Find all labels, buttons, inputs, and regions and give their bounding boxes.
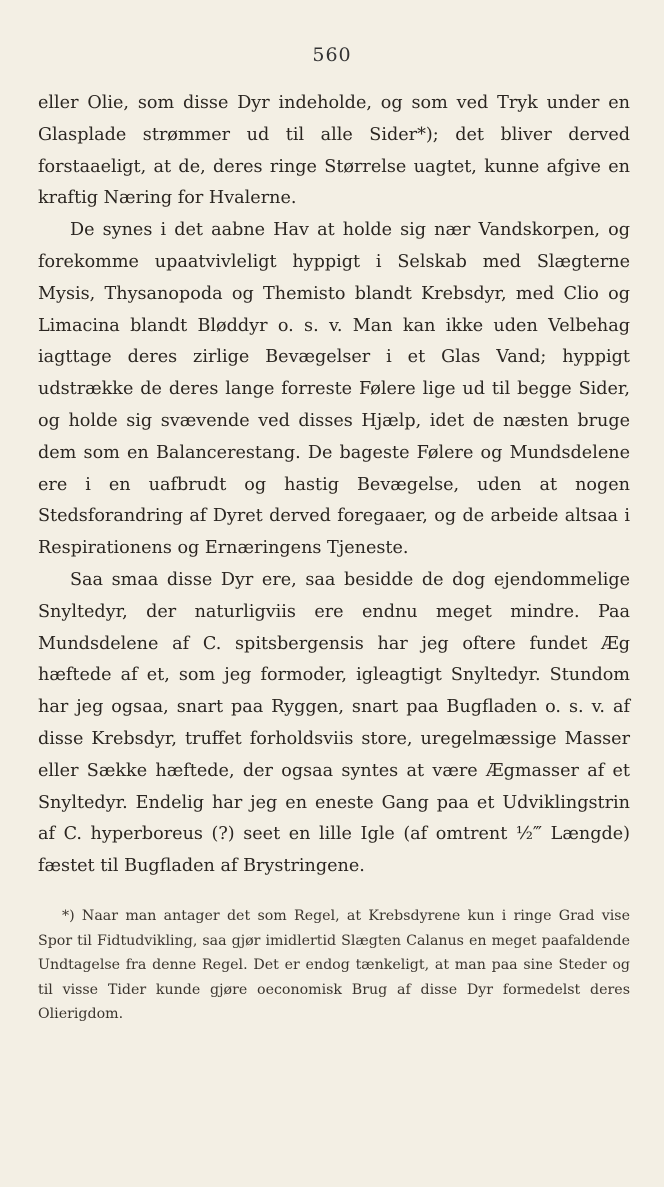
paragraph-1: eller Olie, som disse Dyr indeholde, og som ved Tryk under en Glasplade strømmer ud til alle Sider*); det bliver derved forstaaeligt, at de, deres ringe Størrelse uagtet, kunne afgive en kraftig Næring for Hvalerne. (38, 93, 630, 209)
paragraph-2: De synes i det aabne Hav at holde sig nær Vandskorpen, og forekomme upaatvivleligt hyppigt i Selskab med Slægterne Mysis, Thysanopoda og Themisto blandt Krebsdyr, med Clio og Limacina blandt Bløddyr o. s. v. Man kan ikke uden Velbehag iagttage deres zirlige Bevægelser i et Glas Vand; hyppigt udstrække de deres lange forreste Følere lige ud til begge Sider, og holde sig svævende ved disses Hjælp, idet de næsten bruge dem som en Balancerestang. De bageste Følere og Mundsdelene ere i en uafbrudt og hastig Bevægelse, uden at nogen Stedsforandring af Dyret derved foregaaer, og de arbeide altsaa i Respirationens og Ernæringens Tjeneste. (38, 220, 630, 559)
footnote-text: *) Naar man antager det som Regel, at Krebsdyrene kun i ringe Grad vise Spor til Fidtudvikling, saa gjør imidlertid Slægten Calanus en meget paafaldende Undtagelse fra denne Regel. Det er endog tænkeligt, at man paa sine Steder og til visse Tider kunde gjøre oeconomisk Brug af disse Dyr formedelst deres Olierigdom. (38, 908, 630, 1023)
page-number: 560 (312, 44, 352, 66)
paragraph-3: Saa smaa disse Dyr ere, saa besidde de dog ejendommelige Snyltedyr, der naturligviis ere endnu meget mindre. Paa Mundsdelene af C. spitsbergensis har jeg oftere fundet Æg hæftede af et, som jeg formoder, igleagtigt Snyltedyr. Stundom har jeg ogsaa, snart paa Ryggen, snart paa Bugfladen o. s. v. af disse Krebsdyr, truffet forholdsviis store, uregelmæssige Masser eller Sække hæftede, der ogsaa syntes at være Ægmasser af et Snyltedyr. Endelig har jeg en eneste Gang paa et Udviklingstrin af C. hyperboreus (?) seet en lille Igle (af omtrent ½‴ Længde) fæstet til Bugfladen af Brystringene. (38, 569, 630, 877)
footnote (38, 904, 630, 1027)
body-text (38, 88, 630, 883)
